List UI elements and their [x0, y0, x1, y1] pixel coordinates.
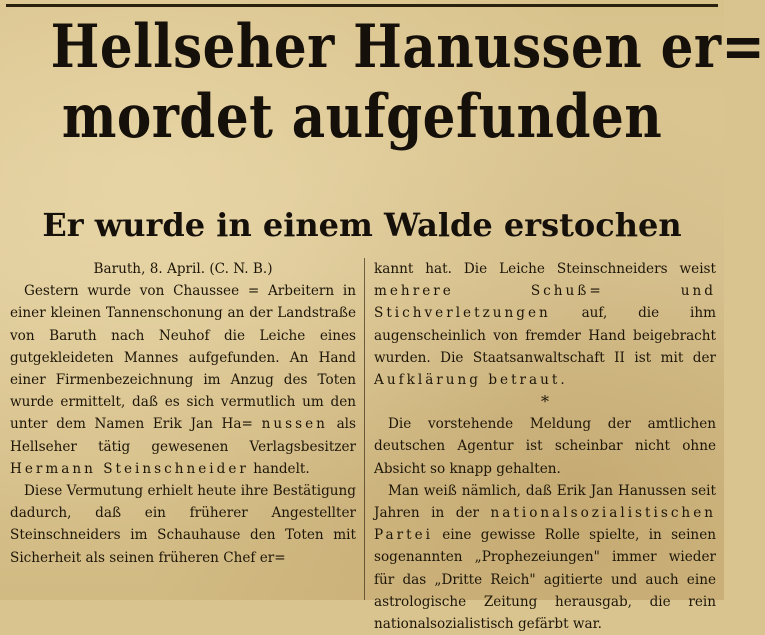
headline-line-1: Hellseher Hanussen er=	[50, 12, 765, 82]
editor-note-paragraph-1	[374, 413, 716, 480]
spaced-name: Hermann Steinschneider	[10, 460, 249, 477]
article-paragraph-2: Diese Vermutung erhielt heute ihre Bestätigung dadurch, daß ein früherer Angestellter Steinschneiders im Schauhause den Toten mit Sicherheit als seinen früheren Chef er=	[10, 483, 356, 566]
dateline: Baruth, 8. April. (C. N. B.)	[93, 261, 273, 277]
article-paragraph-continued	[374, 258, 716, 391]
text-run: als Hellseher tätig gewesenen Verlagsbesitzer	[10, 416, 356, 455]
top-rule	[6, 4, 718, 7]
column-divider	[364, 258, 365, 600]
spaced-text: Aufklärung betraut.	[374, 372, 568, 389]
article-column-left	[10, 258, 356, 600]
headline-line-2: mordet aufgefunden	[61, 82, 663, 152]
headline	[50, 12, 765, 152]
text-run: Man weiß nämlich, daß Erik Jan Hanussen seit Jahren in der	[374, 482, 716, 522]
spaced-text: nussen	[261, 416, 328, 433]
separator-asterisk: *	[541, 392, 549, 412]
text-run: Gestern wurde von Chaussee = Arbeitern in einer kleinen Tannenschonung an der Landstraße von Baruth nach Neuhof die Leiche eines gutgekleideten Mannes aufgefunden. An Hand einer Firmenbezeichnung im Anzug des Toten wurde ermittelt, daß es sich vermutlich um den unter dem Namen Erik Jan Ha=	[10, 283, 356, 433]
text-run: Die vorstehende Meldung der amtlichen deutschen Agentur ist scheinbar nicht ohne Absicht so knapp gehalten.	[374, 416, 716, 477]
text-run: kannt hat. Die Leiche Steinschneiders weist	[374, 261, 716, 277]
spaced-text: nationalsozialistischen Partei	[374, 505, 716, 544]
text-run: handelt.	[253, 460, 310, 477]
text-run: eine gewisse Rolle spielte, in seinen sogenannten „Prophezeiungen" immer wieder für das „Dritte Reich" agitierte und auch eine astrologische Zeitung herausgab, die rein nationalsozialistisch gefärbt war.	[374, 527, 716, 633]
text-run: auf, die ihm augenscheinlich von fremder Hand beigebracht wurden. Die Staatsanwaltschaft II ist mit der	[374, 305, 716, 366]
article-column-right	[374, 258, 716, 633]
editor-note-paragraph-2	[374, 480, 716, 635]
article-paragraph-1	[10, 280, 356, 480]
spaced-text: mehrere Schuß= und Stichverletzungen	[374, 283, 716, 322]
subheadline: Er wurde in einem Walde erstochen	[42, 206, 682, 244]
